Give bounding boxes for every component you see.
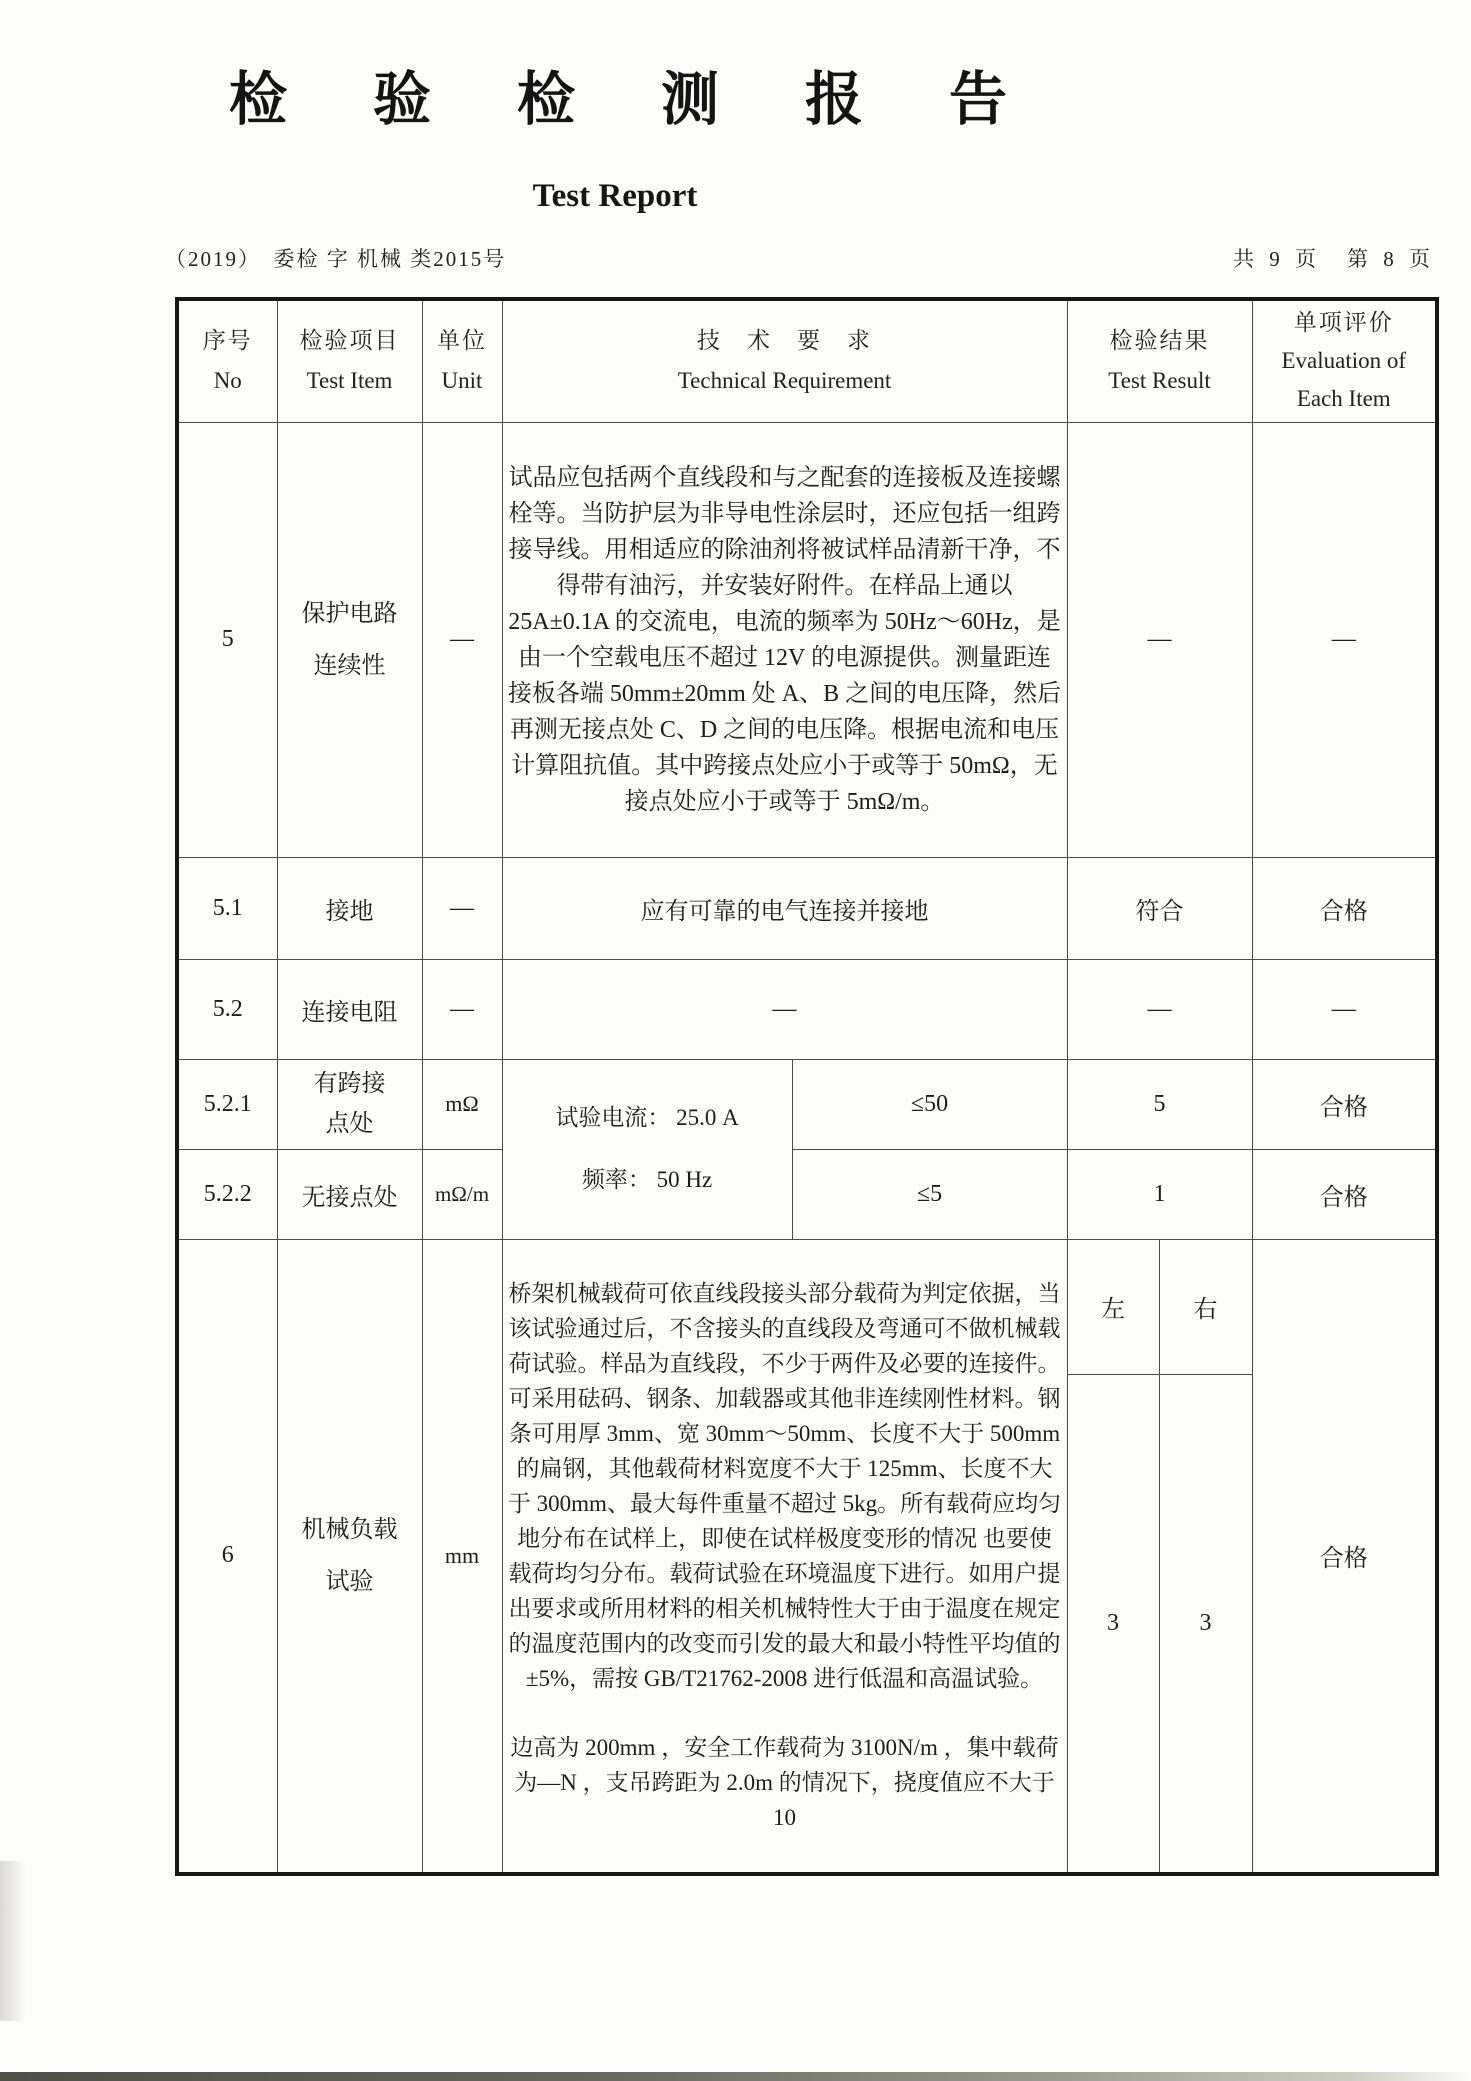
row-5-1-result: 符合 (1067, 857, 1252, 959)
row-6-result-right-label: 右 (1159, 1239, 1252, 1374)
row-5-1-item: 接地 (277, 857, 422, 959)
row-5-2-2 (177, 1149, 1437, 1239)
header-evaluation-en-2: Each Item (1296, 386, 1391, 412)
header-unit-en: Unit (441, 368, 483, 394)
table-header-row (177, 299, 1437, 422)
row-5-1 (177, 857, 1437, 959)
header-test-result-en: Test Result (1108, 368, 1211, 394)
row-5-2 (177, 959, 1437, 1059)
row-5-2-1-evaluation: 合格 (1252, 1059, 1437, 1149)
row-5-item-line1: 保护电路 (301, 600, 398, 627)
row-5-1-no: 5.1 (177, 857, 277, 959)
row-6-result-right-value: 3 (1159, 1374, 1252, 1874)
row-6-upper (177, 1239, 1437, 1374)
row-5-evaluation: — (1252, 422, 1437, 857)
row-5-2-2-result: 1 (1067, 1149, 1252, 1239)
row-5-1-evaluation: 合格 (1252, 857, 1437, 959)
header-technical-requirement-en: Technical Requirement (677, 368, 892, 394)
row-5-2-1-unit: mΩ (422, 1059, 502, 1149)
row-5-item (277, 422, 422, 857)
row-5-result: — (1067, 422, 1252, 857)
row-6-requirement (502, 1239, 1067, 1874)
row-5-2-2-no: 5.2.2 (177, 1149, 277, 1239)
header-no-en: No (213, 368, 242, 394)
header-unit (422, 299, 502, 422)
page-number-info: 共 9 页 第 8 页 (1233, 247, 1435, 271)
row-5-2-2-evaluation: 合格 (1252, 1149, 1437, 1239)
row-5-2-1-item-line2: 点处 (325, 1111, 374, 1137)
row-6-requirement-paragraph-2: 边高为 200mm ，安全工作载荷为 3100N/m ，集中载荷为—N ，支吊跨距为 2.0m 的情况下，挠度值应不大于 10 (510, 1735, 1059, 1831)
row-6-item-line2: 试验 (325, 1568, 374, 1595)
header-evaluation-cn: 单项评价 (1293, 310, 1394, 336)
row-5-2-1-limit: ≤50 (792, 1059, 1067, 1149)
header-evaluation (1252, 299, 1437, 422)
header-technical-requirement (502, 299, 1067, 422)
row-5-2-evaluation: — (1252, 959, 1437, 1059)
row-5-2-requirement: — (502, 959, 1067, 1059)
row-5-requirement-text: 试品应包括两个直线段和与之配套的连接板及连接螺栓等。当防护层为非导电性涂层时，还应包括一组跨接导线。用相适应的除油剂将被试样品清新干净，不得带有油污，并安装好附件。在样品上通以 25A±0.1A 的交流电，电流的频率为 50Hz～60Hz，是由一个空载电压不超过 12V 的电源提供。测量距连接板各端 50mm±20mm 处 A、B 之间的电压降，然后再测无接点处 C、D 之间的电压降。根据电流和电压计算阻抗值。其中跨接点处应小于或等于 50mΩ，无接点处应小于或等于 5mΩ/m。 (507, 464, 1062, 815)
row-5-unit (422, 422, 502, 857)
header-evaluation-en-1: Evaluation of (1281, 348, 1407, 374)
row-5-2-2-unit: mΩ/m (422, 1149, 502, 1239)
row-5-2-1-result: 5 (1067, 1059, 1252, 1149)
test-conditions-cell (502, 1059, 792, 1239)
header-no-cn: 序号 (202, 328, 253, 354)
document-number: （2019） 委检 字 机械 类2015号 (165, 247, 507, 271)
report-title-english: Test Report (532, 178, 698, 214)
row-6-evaluation: 合格 (1252, 1239, 1437, 1874)
row-5-item-line2: 连续性 (313, 652, 386, 679)
header-test-item-en: Test Item (306, 368, 393, 394)
scan-edge-shadow (0, 2072, 1471, 2081)
document-meta-line (165, 243, 1435, 273)
row-5-no: 5 (177, 422, 277, 857)
row-5-unit-dash: — (450, 626, 474, 652)
report-title-chinese: 检 验 检 测 报 告 (228, 67, 1021, 132)
header-test-result-cn: 检验结果 (1109, 328, 1210, 354)
row-5 (177, 422, 1437, 857)
header-test-result (1067, 299, 1252, 422)
row-5-1-unit: — (422, 857, 502, 959)
row-5-2-unit: — (422, 959, 502, 1059)
row-6-requirement-paragraph-1: 桥架机械载荷可依直线段接头部分载荷为判定依据，当该试验通过后，不含接头的直线段及弯通可不做机械载荷试验。样品为直线段，不少于两件及必要的连接件。可采用砝码、钢条、加载器或其他非连续刚性材料。钢条可用厚 3mm、宽 30mm～50mm、长度不大于 500mm 的扁钢，其他载荷材料宽度不大于 125mm、长度不大于 300mm、最大每件重量不超过 5kg。所有载荷应均匀地分布在试样上，即使在试样极度变形的情况 也要使载荷均匀分布。载荷试验在环境温度下进行。如用户提出要求或所用材料的相关机械特性大于由于温度在规定的温度范围内的改变而引发的最大和最小特性平均值的 ±5%，需按 GB/T21762-2008 进行低温和高温试验。 (507, 1281, 1062, 1692)
row-6-item-line1: 机械负载 (301, 1516, 398, 1543)
header-unit-cn: 单位 (437, 328, 487, 354)
row-6-result-left-value: 3 (1067, 1374, 1159, 1874)
row-6-item (277, 1239, 422, 1874)
row-6-unit: mm (422, 1239, 502, 1874)
test-current-value: 试验电流： 25.0 A (555, 1105, 739, 1130)
header-test-item (277, 299, 422, 422)
header-no (177, 299, 277, 422)
test-report-table (175, 297, 1439, 1876)
row-5-2-1-no: 5.2.1 (177, 1059, 277, 1149)
row-5-2-1-item-line1: 有跨接 (313, 1071, 386, 1097)
test-frequency-value: 频率： 50 Hz (581, 1167, 713, 1192)
row-5-2-no: 5.2 (177, 959, 277, 1059)
header-test-item-cn: 检验项目 (299, 328, 400, 354)
row-6-result-left-label: 左 (1067, 1239, 1159, 1374)
header-technical-requirement-cn: 技 术 要 求 (697, 328, 872, 354)
scan-smudge (0, 1861, 26, 2021)
row-5-2-1-item (277, 1059, 422, 1149)
row-5-2-result: — (1067, 959, 1252, 1059)
row-6-no: 6 (177, 1239, 277, 1874)
row-5-2-2-limit: ≤5 (792, 1149, 1067, 1239)
row-5-1-requirement: 应有可靠的电气连接并接地 (502, 857, 1067, 959)
row-5-2-2-item: 无接点处 (277, 1149, 422, 1239)
row-5-2-1 (177, 1059, 1437, 1149)
row-5-2-item: 连接电阻 (277, 959, 422, 1059)
row-5-requirement (502, 422, 1067, 857)
